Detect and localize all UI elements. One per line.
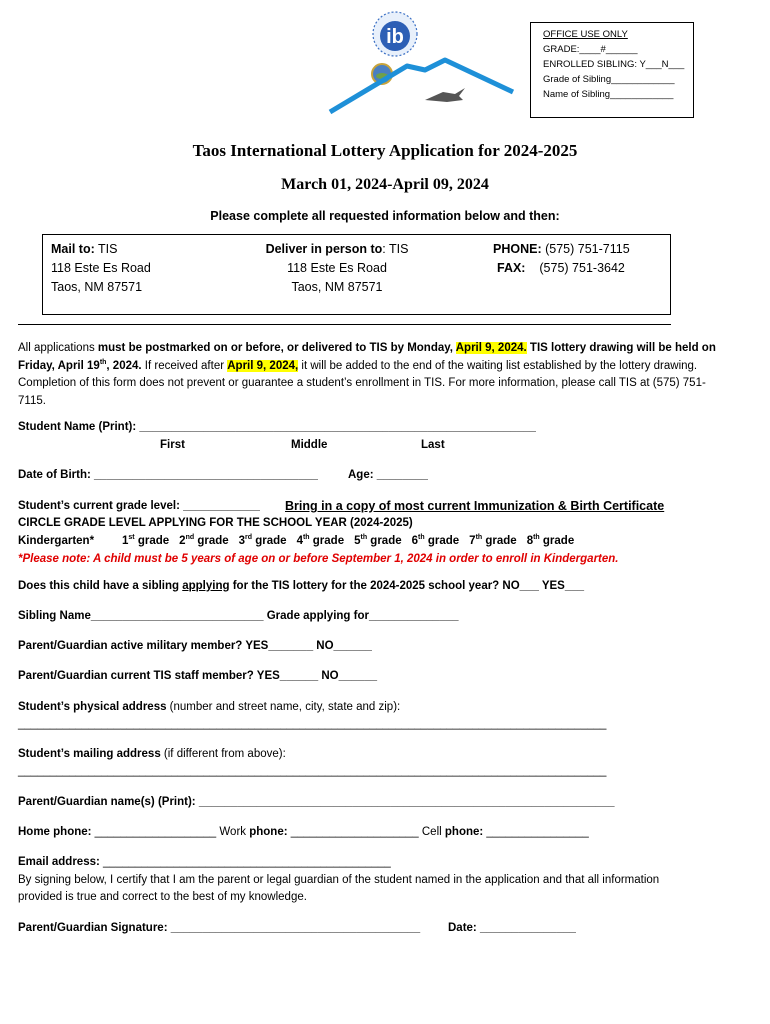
- deliver-label: Deliver in person to: [265, 242, 383, 256]
- cell-label-a: Cell: [421, 826, 445, 838]
- instruction-text: Please complete all requested information below and then:: [210, 209, 560, 223]
- cell-phone-label: phone:: [444, 826, 484, 838]
- sibling-q-part3[interactable]: for the TIS lottery for the 2024-2025 school year? NO___ YES___: [229, 580, 585, 592]
- notice-drawing: TIS lottery drawing will be held on: [526, 342, 716, 354]
- mail-addr-hint: (if different from above):: [160, 748, 286, 760]
- page-dates: March 01, 2024-April 09, 2024: [281, 176, 489, 193]
- last-label: Last: [421, 439, 445, 451]
- current-grade-field[interactable]: Student’s current grade level: ____________: [18, 500, 260, 512]
- military-field[interactable]: Parent/Guardian active military member? YES_______ NO______: [18, 640, 372, 652]
- circle-grade-heading: CIRCLE GRADE LEVEL APPLYING FOR THE SCHOOL YEAR (2024-2025): [18, 517, 413, 529]
- office-name-sibling: Name of Sibling____________: [543, 89, 674, 100]
- grade-option-5[interactable]: 5th grade: [354, 534, 402, 547]
- school-logo: [325, 4, 525, 122]
- grade-option-6[interactable]: 6th grade: [411, 534, 460, 547]
- staff-field[interactable]: Parent/Guardian current TIS staff member? YES______ NO______: [18, 670, 377, 682]
- cell-phone-field[interactable]: ________________: [483, 826, 589, 838]
- phone-label: PHONE:: [493, 242, 542, 256]
- phones-row: [18, 826, 589, 838]
- sibling-question: [18, 580, 584, 592]
- phys-label: Student’s physical address: [18, 701, 167, 713]
- grade-option-4[interactable]: 4th grade: [296, 534, 345, 547]
- notice-text-4: Completion of this form does not prevent or guarantee a student’s enrollment in TIS. For more information, please call TIS at (575) 751-: [18, 377, 706, 389]
- email-field[interactable]: _____________________________________________: [99, 856, 391, 868]
- sibling-q-part1: Does this child have a sibling: [18, 580, 183, 592]
- dob-field[interactable]: Date of Birth: ___________________________________: [18, 469, 318, 481]
- page-title: Taos International Lottery Application for 2024-2025: [192, 141, 578, 160]
- grade-option-1[interactable]: 1st grade: [122, 534, 170, 547]
- first-label: First: [160, 439, 185, 451]
- ib-logo-text: ib: [386, 26, 404, 48]
- kindergarten-note: *Please note: A child must be 5 years of age on or before September 1, 2024 in order to enroll in Kindergarten.: [18, 553, 619, 565]
- mail-city: Taos, NM 87571: [51, 280, 143, 294]
- notice-date-highlight-2: April 9, 2024,: [227, 359, 299, 372]
- grade-options: [18, 535, 758, 547]
- notice-paragraph: [18, 340, 753, 410]
- grade-option-kindergarten[interactable]: Kindergarten*: [18, 535, 95, 547]
- deliver-block: [257, 240, 417, 297]
- grade-option-7[interactable]: 7th grade: [469, 534, 517, 547]
- certify-text-2: provided is true and correct to the best of my knowledge.: [18, 891, 307, 903]
- mail-name: TIS: [98, 242, 118, 256]
- middle-label: Middle: [291, 439, 328, 451]
- notice-text-5: 7115.: [18, 394, 46, 407]
- home-phone-field[interactable]: ___________________: [91, 826, 220, 838]
- mail-street: 118 Este Es Road: [51, 261, 151, 275]
- fax-value: (575) 751-3642: [539, 261, 625, 275]
- notice-drawing-date: Friday, April 19: [18, 359, 100, 372]
- mailing-address-line[interactable]: ____________________________________________________________________________________________: [18, 765, 607, 777]
- fax-label: FAX:: [497, 261, 526, 275]
- guardian-name-field[interactable]: Parent/Guardian name(s) (Print): _________________________________________________________________: [18, 796, 615, 808]
- mailing-address-label: [18, 748, 286, 760]
- work-label-a: Work: [219, 826, 250, 838]
- signature-field[interactable]: Parent/Guardian Signature: _______________________________________: [18, 922, 421, 934]
- physical-address-line[interactable]: ____________________________________________________________________________________________: [18, 718, 607, 730]
- contact-box: [42, 234, 671, 315]
- office-use-title: OFFICE USE ONLY: [543, 29, 628, 40]
- work-phone-field[interactable]: ____________________: [287, 826, 422, 838]
- age-field[interactable]: Age: ________: [348, 469, 428, 481]
- notice-text-2: If received after: [141, 359, 228, 372]
- office-grade-sibling: Grade of Sibling____________: [543, 74, 675, 85]
- office-use-box: [530, 22, 694, 118]
- certify-text: By signing below, I certify that I am the parent or legal guardian of the student named in the application and that all information: [18, 874, 660, 886]
- notice-date-highlight: April 9, 2024.: [455, 342, 527, 354]
- notice-year: , 2024.: [106, 359, 142, 372]
- mail-label: Mail to:: [51, 242, 95, 256]
- divider-line: [18, 324, 671, 325]
- phys-hint: (number and street name, city, state and zip):: [166, 701, 401, 713]
- notice-text: All applications: [18, 342, 98, 354]
- phone-value: (575) 751-7115: [545, 242, 630, 256]
- mail-block: [51, 240, 151, 297]
- date-field[interactable]: Date: _______________: [448, 922, 576, 934]
- phone-block: [493, 240, 630, 278]
- office-enrolled: ENROLLED SIBLING: Y___N___: [543, 59, 685, 70]
- physical-address-label: [18, 701, 400, 713]
- student-name-field[interactable]: Student Name (Print): ______________________________________________________________: [18, 421, 536, 433]
- office-grade: GRADE:____#______: [543, 44, 638, 55]
- grade-option-8[interactable]: 8th grade: [526, 534, 575, 547]
- mail-addr-label: Student’s mailing address: [18, 748, 161, 760]
- deliver-name: : TIS: [382, 242, 409, 256]
- notice-deadline: must be postmarked on or before, or delivered to TIS by Monday,: [97, 342, 456, 354]
- email-label: Email address:: [18, 856, 100, 868]
- notice-text-3: it will be added to the end of the waiting list established by the lottery drawing.: [298, 359, 698, 372]
- email-row: [18, 856, 391, 868]
- notice-sup: th: [99, 358, 107, 366]
- sibling-name-field[interactable]: Sibling Name___________________________ Grade applying for______________: [18, 610, 459, 622]
- work-phone-label: phone:: [249, 826, 288, 838]
- bring-documents-note: Bring in a copy of most current Immunization & Birth Certificate: [285, 499, 665, 513]
- sibling-q-applying: applying: [182, 580, 230, 592]
- deliver-city: Taos, NM 87571: [291, 280, 383, 294]
- deliver-street: 118 Este Es Road: [287, 261, 387, 275]
- grade-option-3[interactable]: 3rd grade: [238, 534, 287, 547]
- home-phone-label: Home phone:: [18, 826, 92, 838]
- grade-option-2[interactable]: 2nd grade: [179, 534, 229, 547]
